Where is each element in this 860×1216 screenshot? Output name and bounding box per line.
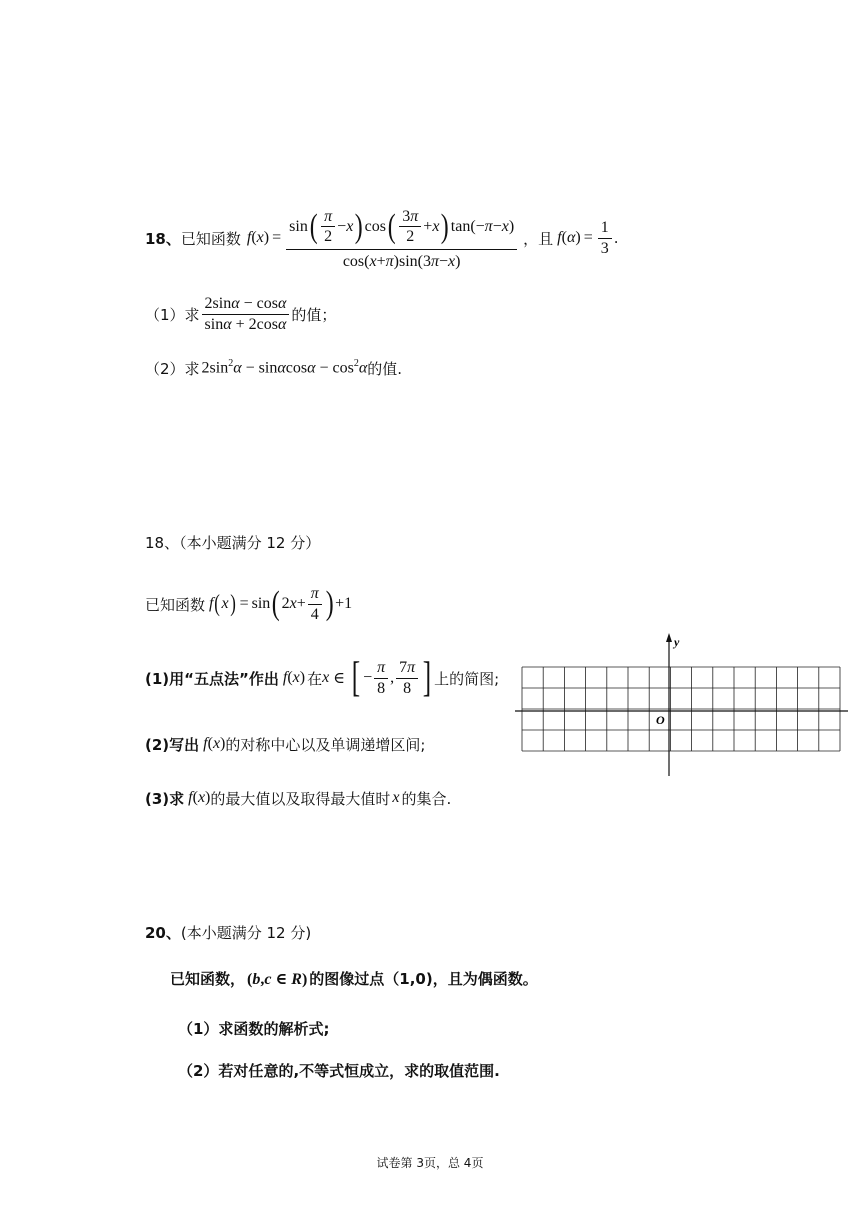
q18a-main-fraction: sin ( $\frac{\pi}{2}$ − x ) cos ( $\frac{3\pi}{2}$ + x ) tan(− π − x ) cos( x + π )sin(3 π − x ) (286, 206, 517, 271)
q18b-part2 (145, 732, 425, 756)
q18a-part2-expression: $2\sin^2\alpha - \sin\alpha\cos\alpha - \cos^2\alpha$ (201, 358, 368, 377)
q18a-function-def: f ( x ) = sin ( $\frac{\pi}{2}$ − x ) cos ( $\frac{3\pi}{2}$ + x ) tan(− π − x ) cos( x + π )sin(3 π − x ) (247, 206, 519, 271)
q18a-part1-fraction: $\frac{2\sin\alpha - \cos\alpha}{\sin\alpha + 2\cos\alpha}$ (202, 295, 290, 333)
q18b-part1-fx: f(x) (282, 669, 306, 686)
y-axis-arrow (666, 633, 672, 642)
q18b-intro: 已知函数 (145, 595, 206, 614)
q18a-part1-tail: 的值； (291, 305, 337, 324)
q18b-part1 (145, 654, 499, 702)
q18a-intro: 已知函数 (180, 229, 241, 248)
q18b-part3-tail: 的集合. (401, 789, 452, 808)
q18a-period: . (613, 229, 619, 247)
q20-intro-b: 的图像过点（1,0)，且为偶函数。 (309, 970, 538, 988)
q18b-part2-label: (2)写出 (145, 735, 200, 754)
q18a-part2-tail: 的值. (367, 359, 403, 378)
q18a-comma-and: ，且 (523, 229, 554, 248)
q18b-part3-x: x (392, 789, 400, 806)
q20-statement (170, 968, 538, 989)
q18b-part1-tail: 上的简图; (434, 669, 500, 688)
q18b-function-def: f ( x ) = sin ( 2 x + $\frac{\pi}{4}$ ) +1 (209, 584, 353, 623)
q18b-part2-tail: 的对称中心以及单调递增区间; (225, 735, 426, 754)
q18b-part3-fx: f(x) (188, 789, 211, 806)
q18b-part3-mid: 的最大值以及取得最大值时 (210, 789, 391, 808)
q18a-part2-label: （2）求 (145, 359, 200, 378)
q18a-condition: f ( α ) = $\frac{1}{3}$ (557, 219, 614, 257)
q20-set-condition: (b,c ∈ R) (247, 970, 308, 988)
q20-intro-a: 已知函数， (170, 970, 246, 988)
q18a-part1-label: （1）求 (145, 305, 200, 324)
grid-lines (522, 667, 840, 751)
y-axis-label: y (674, 635, 680, 649)
q18b-part3-label: (3)求 (145, 789, 185, 808)
q18b-part3 (145, 786, 451, 810)
q20-header (145, 922, 311, 943)
q18b-part2-fx: f(x) (203, 735, 226, 752)
q18b-header: 18、（本小题满分 12 分） (145, 534, 321, 552)
origin-label: O (656, 713, 665, 727)
q20-part1: （1）求函数的解析式; (178, 1020, 330, 1038)
q18a-statement (145, 204, 619, 272)
q18b-part1-label: (1)用“五点法”作出 (145, 669, 279, 688)
q18a-part1 (145, 292, 336, 336)
coordinate-grid (515, 632, 850, 780)
q18b-part1-mid: 在 (307, 669, 323, 688)
q20-header-number: 20、 (145, 924, 181, 942)
q18a-number: 18、 (145, 229, 181, 248)
page-footer: 试卷第 3页，总 4页 (376, 1156, 484, 1170)
q20-header-rest: (本小题满分 12 分) (180, 924, 312, 942)
q20-part2: （2）若对任意的,不等式恒成立，求的取值范围. (178, 1062, 500, 1080)
q18b-statement (145, 582, 352, 626)
q18b-part1-interval: x ∈ [ − $\frac{\pi}{8}$ , $\frac{7\pi}{8}$ ] (322, 655, 432, 701)
q18a-part2 (145, 356, 402, 380)
